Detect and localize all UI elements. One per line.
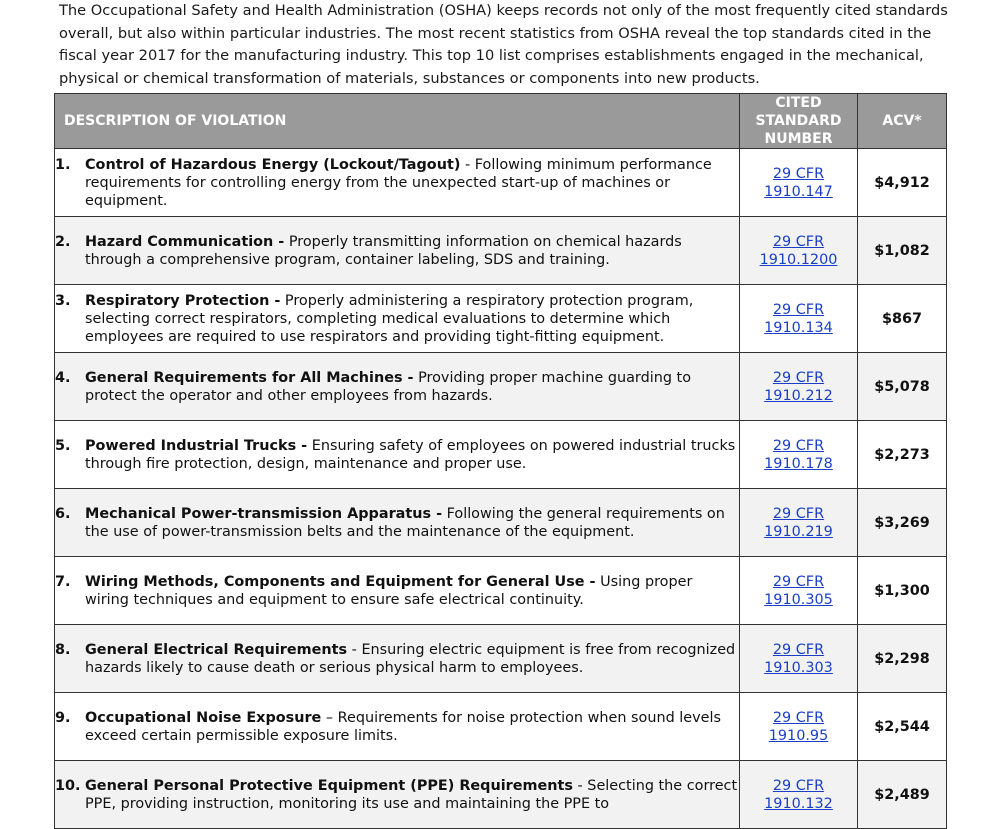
violation-description-cell — [55, 489, 740, 557]
cited-standard-section: 1910.305 — [764, 591, 833, 608]
table-row — [55, 353, 947, 421]
cited-standard-link[interactable] — [764, 573, 833, 609]
header-acv: ACV* — [858, 94, 947, 149]
violation-description: Properly transmitting information on chemical hazards through a comprehensive program, container labeling, SDS and training. — [85, 233, 682, 268]
acv-value: $5,078 — [858, 353, 947, 421]
table-row — [55, 761, 947, 829]
violation-title: Occupational Noise Exposure — [85, 709, 322, 726]
acv-value: $3,269 — [858, 489, 947, 557]
violation-description: Following the general requirements on the use of power-transmission belts and the maintenance of the equipment. — [85, 505, 725, 540]
cited-standard-section: 1910.303 — [764, 659, 833, 676]
violation-rank: 2. — [55, 233, 71, 250]
violation-description-cell — [55, 761, 740, 829]
table-header-row — [55, 94, 947, 149]
cited-standard-cell — [740, 761, 858, 829]
acv-value: $2,544 — [858, 693, 947, 761]
cited-standard-cell — [740, 353, 858, 421]
violation-title: Hazard Communication - — [85, 233, 285, 250]
cited-standard-cell — [740, 285, 858, 353]
header-cited-standard-line-3: NUMBER — [764, 131, 833, 147]
header-cited-standard-line-2: STANDARD — [755, 113, 842, 129]
cited-standard-link[interactable] — [764, 777, 833, 813]
header-cited-standard-line-1: CITED — [775, 95, 822, 111]
cited-standard-part: 29 CFR — [772, 165, 825, 182]
cited-standard-link[interactable] — [760, 233, 838, 269]
table-row — [55, 217, 947, 285]
violation-rank: 10. — [55, 777, 81, 794]
table-row — [55, 285, 947, 353]
table-row — [55, 489, 947, 557]
acv-value: $2,273 — [858, 421, 947, 489]
violation-title: Wiring Methods, Components and Equipment for General Use - — [85, 573, 596, 590]
cited-standard-cell — [740, 421, 858, 489]
table-row — [55, 149, 947, 217]
cited-standard-section: 1910.134 — [764, 319, 833, 336]
cited-standard-section: 1910.178 — [764, 455, 833, 472]
acv-value: $1,082 — [858, 217, 947, 285]
acv-value: $2,298 — [858, 625, 947, 693]
header-description: DESCRIPTION OF VIOLATION — [55, 94, 740, 149]
acv-value: $2,489 — [858, 761, 947, 829]
violations-table — [54, 93, 947, 829]
cited-standard-part: 29 CFR — [772, 369, 825, 386]
cited-standard-part: 29 CFR — [772, 505, 825, 522]
cited-standard-cell — [740, 149, 858, 217]
violation-title: Respiratory Protection - — [85, 292, 281, 309]
cited-standard-section: 1910.147 — [764, 183, 833, 200]
violation-description: - Ensuring electric equipment is free from recognized hazards likely to cause death or serious physical harm to employees. — [85, 641, 736, 676]
violation-title: General Personal Protective Equipment (PPE) Requirements — [85, 777, 573, 794]
violation-description-cell — [55, 353, 740, 421]
acv-value: $1,300 — [858, 557, 947, 625]
acv-value: $4,912 — [858, 149, 947, 217]
table-row — [55, 557, 947, 625]
cited-standard-link[interactable] — [769, 709, 829, 745]
violation-rank: 7. — [55, 573, 71, 590]
cited-standard-link[interactable] — [764, 301, 833, 337]
cited-standard-part: 29 CFR — [772, 301, 825, 318]
table-row — [55, 625, 947, 693]
cited-standard-part: 29 CFR — [772, 777, 825, 794]
violation-description: Ensuring safety of employees on powered industrial trucks through fire protection, design, maintenance and proper use. — [85, 437, 736, 472]
violation-rank: 9. — [55, 709, 71, 726]
table-row — [55, 421, 947, 489]
violation-description: Properly administering a respiratory protection program, selecting correct respirators, completing medical evaluations to determine which employees are required to use respirators and providing tight-fitting equipment. — [85, 292, 694, 345]
violation-rank: 3. — [55, 292, 71, 309]
cited-standard-section: 1910.95 — [768, 727, 829, 744]
cited-standard-link[interactable] — [764, 165, 833, 201]
violation-rank: 1. — [55, 156, 71, 173]
cited-standard-part: 29 CFR — [772, 233, 825, 250]
violation-rank: 5. — [55, 437, 71, 454]
violation-description: Using proper wiring techniques and equipment to ensure safe electrical continuity. — [85, 573, 693, 608]
header-cited-standard — [740, 94, 858, 149]
violation-description-cell — [55, 557, 740, 625]
violation-description-cell — [55, 421, 740, 489]
cited-standard-link[interactable] — [764, 505, 833, 541]
cited-standard-link[interactable] — [764, 437, 833, 473]
cited-standard-part: 29 CFR — [772, 709, 825, 726]
cited-standard-link[interactable] — [764, 641, 833, 677]
cited-standard-cell — [740, 489, 858, 557]
violation-description: - Selecting the correct PPE, providing instruction, monitoring its use and maintaining the PPE to — [85, 777, 738, 812]
violation-description-cell — [55, 285, 740, 353]
violation-rank: 8. — [55, 641, 71, 658]
cited-standard-part: 29 CFR — [772, 641, 825, 658]
violation-title: Mechanical Power-transmission Apparatus - — [85, 505, 443, 522]
cited-standard-cell — [740, 557, 858, 625]
violation-description: Providing proper machine guarding to protect the operator and other employees from hazards. — [85, 369, 691, 404]
violation-title: Control of Hazardous Energy (Lockout/Tagout) — [85, 156, 461, 173]
violation-description-cell — [55, 693, 740, 761]
violation-title: Powered Industrial Trucks - — [85, 437, 308, 454]
cited-standard-cell — [740, 625, 858, 693]
violation-title: General Requirements for All Machines - — [85, 369, 414, 386]
violation-title: General Electrical Requirements — [85, 641, 348, 658]
cited-standard-section: 1910.212 — [764, 387, 833, 404]
table-row — [55, 693, 947, 761]
acv-value: $867 — [858, 285, 947, 353]
violation-description-cell — [55, 149, 740, 217]
intro-paragraph: The Occupational Safety and Health Administration (OSHA) keeps records not only of the most frequently cited standards overall, but also within particular industries. The most recent statistics from OSHA reveal the top standards cited in the fiscal year 2017 for the manufacturing industry. This top 10 list comprises establishments engaged in the mechanical, physical or chemical transformation of materials, substances or components into new products. — [59, 2, 948, 87]
cited-standard-section: 1910.219 — [764, 523, 833, 540]
cited-standard-section: 1910.132 — [764, 795, 833, 812]
violation-description: – Requirements for noise protection when sound levels exceed certain permissible exposure limits. — [85, 709, 721, 744]
violation-rank: 4. — [55, 369, 71, 386]
violation-rank: 6. — [55, 505, 71, 522]
cited-standard-part: 29 CFR — [772, 573, 825, 590]
cited-standard-section: 1910.1200 — [759, 251, 838, 268]
cited-standard-link[interactable] — [764, 369, 833, 405]
cited-standard-cell — [740, 217, 858, 285]
cited-standard-part: 29 CFR — [772, 437, 825, 454]
violation-description-cell — [55, 217, 740, 285]
violation-description-cell — [55, 625, 740, 693]
violation-description: - Following minimum performance requirements for controlling energy from the unexpected start-up of machines or equipment. — [85, 156, 712, 209]
cited-standard-cell — [740, 693, 858, 761]
